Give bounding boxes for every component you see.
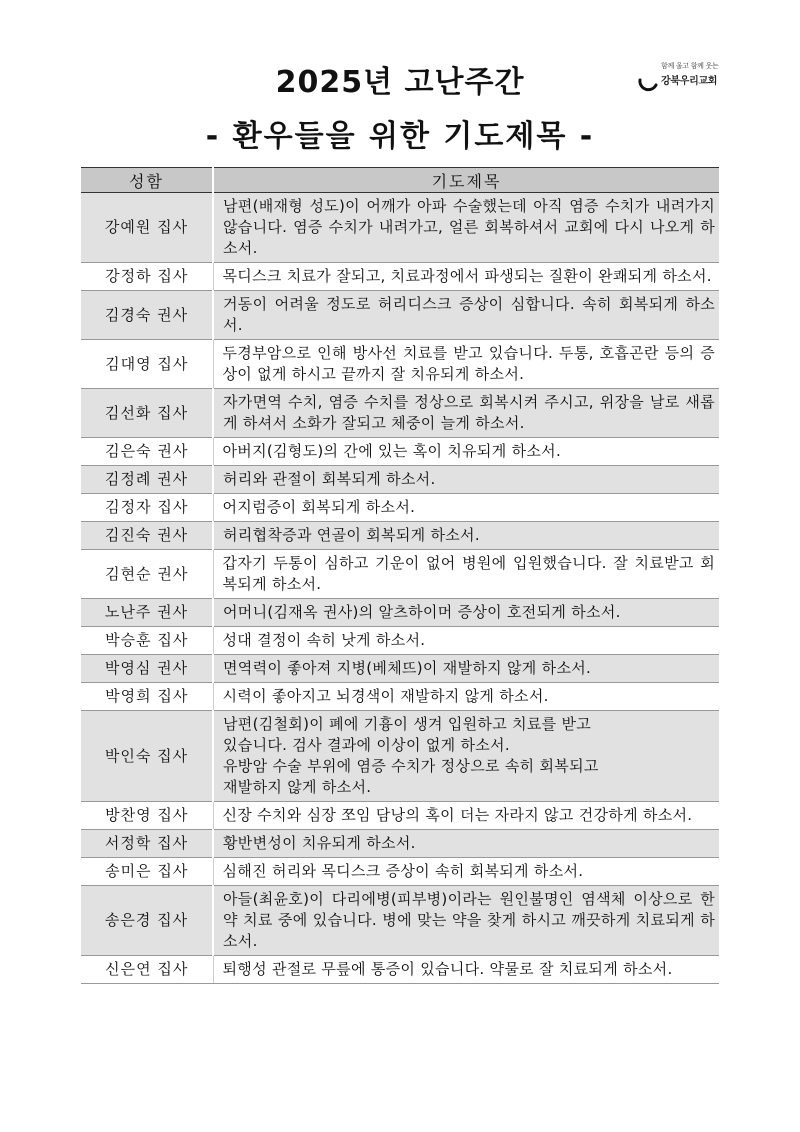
table-row	[81, 193, 719, 263]
person-name: 김현순 권사	[81, 550, 213, 599]
page-title: 2025년 고난주간	[275, 65, 525, 100]
table-row	[81, 956, 719, 984]
prayer-request	[213, 340, 719, 389]
prayer-line: 갑자기 두통이 심하고 기운이 없어 병원에 입원했습니다. 잘 치료받고 회복되게 하소서.	[222, 554, 715, 593]
prayer-request	[213, 389, 719, 438]
prayer-line: 아버지(김형도)의 간에 있는 혹이 치유되게 하소서.	[222, 442, 562, 460]
prayer-request	[213, 466, 719, 494]
prayer-request	[213, 494, 719, 522]
prayer-line: 시력이 좋아지고 뇌경색이 재발하지 않게 하소서.	[222, 687, 549, 705]
prayer-line: 퇴행성 관절로 무릎에 통증이 있습니다. 약물로 잘 치료되게 하소서.	[222, 960, 673, 978]
person-name: 방찬영 집사	[81, 802, 213, 830]
prayer-request	[213, 886, 719, 956]
prayer-request	[213, 263, 719, 291]
prayer-line: 허리협착증과 연골이 회복되게 하소서.	[223, 526, 480, 544]
table-body	[81, 193, 719, 984]
person-name: 박영심 권사	[81, 655, 213, 683]
person-name: 송은경 집사	[81, 886, 213, 956]
person-name: 서정학 집사	[81, 830, 213, 858]
table-row	[81, 291, 719, 340]
page-subtitle: - 환우들을 위한 기도제목 -	[205, 119, 595, 154]
prayer-table	[81, 167, 719, 984]
prayer-line: 목디스크 치료가 잘되고, 치료과정에서 파생되는 질환이 완쾌되게 하소서.	[222, 267, 712, 285]
table-row	[81, 438, 719, 466]
prayer-line: 자가면역 수치, 염증 수치를 정상으로 회복시켜 주시고, 위장을 날로 새롭게 하셔서 소화가 잘되고 체중이 늘게 하소서.	[223, 393, 715, 432]
prayer-request	[213, 291, 719, 340]
person-name: 노난주 권사	[81, 599, 213, 627]
table-row	[81, 389, 719, 438]
person-name: 박인숙 집사	[81, 711, 213, 802]
table-row	[81, 711, 719, 802]
prayer-request	[213, 522, 719, 550]
prayer-line: 어머니(김재옥 권사)의 알츠하이머 증상이 호전되게 하소서.	[223, 603, 621, 621]
prayer-line: 심해진 허리와 목디스크 증상이 속히 회복되게 하소서.	[222, 862, 584, 880]
table-row	[81, 655, 719, 683]
person-name: 신은연 집사	[81, 956, 213, 984]
prayer-line: 신장 수치와 심장 쪼임 담낭의 혹이 더는 자라지 않고 건강하게 하소서.	[222, 806, 693, 824]
person-name: 박영희 집사	[81, 683, 213, 711]
logo-slogan: 함께 울고 함께 웃는	[661, 62, 719, 70]
table-row	[81, 263, 719, 291]
table-row	[81, 802, 719, 830]
prayer-request	[213, 193, 719, 263]
table-row	[81, 683, 719, 711]
person-name: 김은숙 권사	[81, 438, 213, 466]
prayer-line: 유방암 수술 부위에 염증 수치가 정상으로 속히 회복되고	[223, 757, 599, 775]
person-name: 김선화 집사	[81, 389, 213, 438]
person-name: 강예원 집사	[81, 193, 213, 263]
prayer-request	[213, 683, 719, 711]
table-row	[81, 466, 719, 494]
prayer-line: 허리와 관절이 회복되게 하소서.	[223, 470, 436, 488]
column-header-prayer: 기도제목	[213, 168, 719, 193]
person-name: 김진숙 권사	[81, 522, 213, 550]
table-row	[81, 340, 719, 389]
logo-church-name: 강북우리교회	[661, 76, 718, 87]
prayer-line: 재발하지 않게 하소서.	[223, 778, 372, 796]
prayer-line: 성대 결정이 속히 낫게 하소서.	[222, 631, 426, 649]
person-name: 김경숙 권사	[81, 291, 213, 340]
prayer-request	[213, 550, 719, 599]
person-name: 김대영 집사	[81, 340, 213, 389]
prayer-line: 남편(김철회)이 폐에 기흉이 생겨 입원하고 치료를 받고	[223, 715, 592, 733]
person-name: 김정자 집사	[81, 494, 213, 522]
prayer-request	[213, 830, 719, 858]
person-name: 김정례 권사	[81, 466, 213, 494]
prayer-line: 있습니다. 검사 결과에 이상이 없게 하소서.	[223, 736, 510, 754]
arc-smile-icon	[637, 76, 659, 98]
prayer-request	[213, 627, 719, 655]
prayer-line: 아들(최윤호)이 다리에병(피부병)이라는 원인불명인 염색체 이상으로 한약 치료 중에 있습니다. 병에 맞는 약을 찾게 하시고 깨끗하게 치료되게 하소서.	[223, 890, 715, 950]
table-row	[81, 627, 719, 655]
prayer-request	[213, 858, 719, 886]
prayer-request	[213, 438, 719, 466]
table-row	[81, 858, 719, 886]
prayer-line: 황반변성이 치유되게 하소서.	[223, 834, 416, 852]
prayer-request	[213, 655, 719, 683]
column-header-name: 성함	[81, 168, 213, 193]
prayer-line: 거동이 어려울 정도로 허리디스크 증상이 심합니다. 속히 회복되게 하소서.	[223, 295, 715, 334]
person-name: 강정하 집사	[81, 263, 213, 291]
table-row	[81, 550, 719, 599]
prayer-request	[213, 711, 719, 802]
prayer-line: 남편(배재형 성도)이 어깨가 아파 수술했는데 아직 염증 수치가 내려가지 않습니다. 염증 수치가 내려가고, 얼른 회복하셔서 교회에 다시 나오게 하소서.	[223, 197, 715, 257]
person-name: 송미은 집사	[81, 858, 213, 886]
prayer-request	[213, 599, 719, 627]
prayer-line: 두경부암으로 인해 방사선 치료를 받고 있습니다. 두통, 호흡곤란 등의 증상이 없게 하시고 끝까지 잘 치유되게 하소서.	[222, 344, 715, 383]
table-row	[81, 830, 719, 858]
prayer-line: 어지럼증이 회복되게 하소서.	[222, 498, 416, 516]
table-row	[81, 494, 719, 522]
table-row	[81, 599, 719, 627]
prayer-line: 면역력이 좋아져 지병(베체뜨)이 재발하지 않게 하소서.	[223, 659, 592, 677]
table-row	[81, 522, 719, 550]
prayer-request	[213, 802, 719, 830]
table-row	[81, 886, 719, 956]
church-logo	[637, 56, 737, 100]
person-name: 박승훈 집사	[81, 627, 213, 655]
prayer-request	[213, 956, 719, 984]
table-header-row	[81, 168, 719, 193]
